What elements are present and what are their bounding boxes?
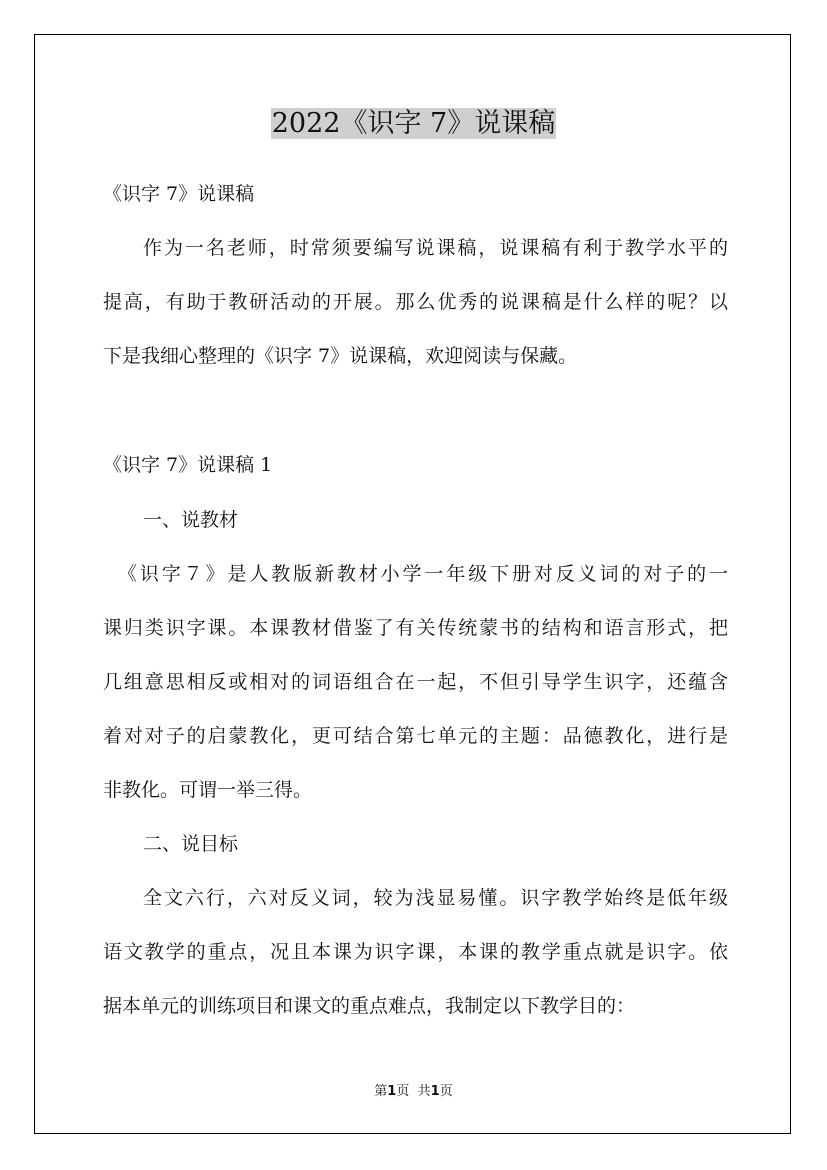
para2-line-1: 全文六行，六对反义词，较为浅显易懂。识字教学始终是低年级: [143, 887, 728, 909]
section-title: 《识字 7》说课稿 1: [103, 454, 273, 476]
footer-page-label: 第: [374, 1084, 388, 1099]
para1-line-4: 着对对子的启蒙教化，更可结合第七单元的主题：品德教化，进行是: [103, 725, 728, 747]
document-title: [0, 104, 827, 144]
heading-goals: 二、说目标: [143, 833, 239, 855]
para2-line-2: 语文教学的重点，况且本课为识字课，本课的教学重点就是识字。依: [103, 941, 728, 963]
footer-page-number: 1: [387, 1084, 397, 1099]
intro-line-3: 下是我细心整理的《识字 7》说课稿，欢迎阅读与保藏。: [103, 345, 578, 367]
para1-line-1: 《识字７》是人教版新教材小学一年级下册对反义词的对子的一: [118, 563, 728, 585]
para2-line-3: 据本单元的训练项目和课文的重点难点，我制定以下教学目的：: [103, 995, 636, 1017]
document-title-text: 2022《识字 7》说课稿: [271, 108, 556, 139]
para1-line-3: 几组意思相反或相对的词语组合在一起，不但引导学生识字，还蕴含: [103, 671, 728, 693]
intro-line-2: 提高，有助于教研活动的开展。那么优秀的说课稿是什么样的呢？以: [103, 291, 728, 313]
document-subtitle: 《识字 7》说课稿: [103, 183, 255, 205]
para1-line-5: 非教化。可谓一举三得。: [103, 779, 313, 801]
footer-page-unit: 页: [396, 1084, 410, 1099]
heading-textbook: 一、说教材: [143, 509, 239, 531]
footer-total-number: 1: [430, 1084, 440, 1099]
para1-line-2: 课归类识字课。本课教材借鉴了有关传统蒙书的结构和语言形式，把: [103, 617, 728, 639]
footer-total-label: 共: [417, 1084, 431, 1099]
footer-total-unit: 页: [439, 1084, 453, 1099]
page-footer: [0, 1083, 827, 1101]
intro-line-1: 作为一名老师，时常须要编写说课稿，说课稿有利于教学水平的: [143, 237, 728, 259]
